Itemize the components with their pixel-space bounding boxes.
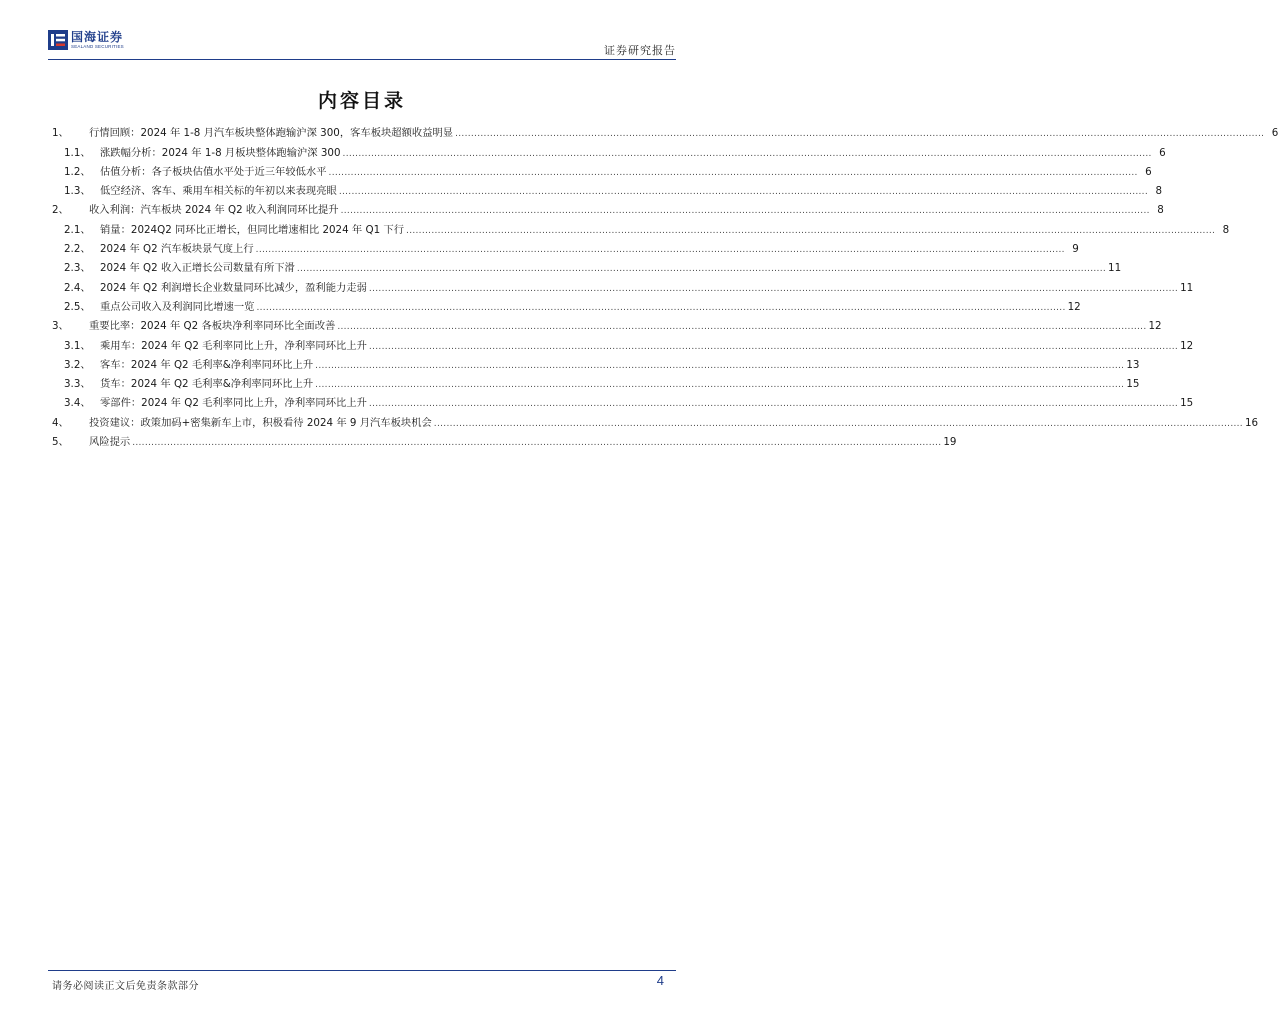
toc-entry-number: 3.3、 (64, 378, 91, 391)
toc-dot-leader (343, 147, 1152, 159)
toc-dot-leader (455, 127, 1264, 139)
toc-dot-leader (315, 378, 1124, 390)
toc-entry-page: 15 (1126, 378, 1140, 391)
toc-entry[interactable] (52, 159, 1152, 178)
toc-entry-title: 客车：2024 年 Q2 毛利率&净利率同环比上升 (100, 358, 314, 371)
toc-dot-leader (256, 301, 1065, 313)
toc-dot-leader (132, 436, 941, 448)
toc-entry-number: 3、 (52, 320, 69, 333)
toc-entry-title: 行情回顾：2024 年 1-8 月汽车板块整体跑输沪深 300，客车板块超额收益明显 (89, 127, 454, 140)
toc-entry[interactable] (52, 294, 1081, 313)
logo-chinese-name: 国海证券 (71, 29, 124, 44)
toc-entry-title: 2024 年 Q2 汽车板块景气度上行 (100, 243, 254, 256)
toc-entry-page: 11 (1180, 281, 1194, 294)
toc-entry-page: 12 (1067, 300, 1081, 313)
toc-dot-leader (339, 185, 1148, 197)
toc-entry-page: 12 (1148, 320, 1162, 333)
logo-english-name: SEALAND SECURITIES (71, 43, 124, 49)
toc-entry-title: 低空经济、客车、乘用车相关标的年初以来表现亮眼 (100, 185, 337, 198)
toc-entry-page: 11 (1108, 262, 1122, 275)
footer-divider (48, 970, 676, 971)
toc-entry-number: 2.5、 (64, 300, 91, 313)
toc-dot-leader (369, 340, 1178, 352)
toc-entry-page: 8 (1157, 204, 1164, 217)
toc-title: 内容目录 (317, 90, 406, 112)
toc-entry-number: 1.2、 (64, 165, 91, 178)
toc-entry-page: 15 (1180, 397, 1194, 410)
toc-entry-title: 估值分析：各子板块估值水平处于近三年较低水平 (100, 165, 327, 178)
toc-dot-leader (297, 262, 1106, 274)
toc-dot-leader (337, 320, 1146, 332)
toc-entry-page: 6 (1159, 146, 1166, 159)
toc-entry-title: 2024 年 Q2 利润增长企业数量同环比减少，盈利能力走弱 (100, 281, 367, 294)
header-divider (48, 59, 676, 60)
toc-entry-title: 乘用车：2024 年 Q2 毛利率同比上升，净利率同环比上升 (100, 339, 367, 352)
toc-entry[interactable] (52, 409, 1259, 429)
toc-entry-title: 重要比率：2024 年 Q2 各板块净利率同环比全面改善 (89, 320, 336, 333)
toc-dot-leader (256, 243, 1065, 255)
toc-entry-page: 13 (1126, 358, 1140, 371)
toc-dot-leader (434, 417, 1243, 429)
toc-entry-page: 6 (1271, 127, 1278, 140)
toc-entry[interactable] (52, 371, 1140, 391)
toc-entry[interactable] (52, 352, 1140, 371)
sealand-logo-icon (48, 30, 68, 50)
toc-entry-page: 8 (1155, 185, 1162, 198)
toc-entry-title: 零部件：2024 年 Q2 毛利率同比上升，净利率同环比上升 (100, 397, 367, 410)
toc-entry-number: 1.1、 (64, 146, 91, 159)
toc-entry[interactable] (52, 120, 1278, 140)
toc-entry[interactable] (52, 313, 1162, 333)
toc-entry-title: 2024 年 Q2 收入正增长公司数量有所下滑 (100, 262, 295, 275)
toc-dot-leader (369, 397, 1178, 409)
toc-entry-number: 3.4、 (64, 397, 91, 410)
toc-entry-number: 1.3、 (64, 185, 91, 198)
page-header (48, 28, 676, 60)
toc-entry[interactable] (52, 139, 1166, 159)
toc-entry[interactable] (52, 274, 1194, 294)
footer-disclaimer: 请务必阅读正文后免责条款部分 (52, 981, 199, 992)
toc-entry-page: 16 (1244, 416, 1259, 429)
toc-entry[interactable] (52, 429, 957, 449)
toc-entry[interactable] (52, 255, 1122, 275)
toc-dot-leader (329, 166, 1138, 178)
toc-entry-title: 收入利润：汽车板块 2024 年 Q2 收入利润同环比提升 (89, 204, 339, 217)
toc-entry-number: 2.4、 (64, 281, 91, 294)
toc-dot-leader (406, 224, 1215, 236)
toc-entry-number: 2.3、 (64, 262, 91, 275)
toc-entry-number: 3.2、 (64, 358, 91, 371)
toc-entry-page: 8 (1222, 223, 1230, 236)
toc-dot-leader (369, 282, 1178, 294)
toc-entry-title: 销量：2024Q2 同环比正增长，但同比增速相比 2024 年 Q1 下行 (100, 223, 405, 236)
page-number: 4 (656, 973, 664, 988)
toc-entry[interactable] (52, 216, 1230, 236)
toc-entry-number: 2.1、 (64, 223, 91, 236)
toc-entry[interactable] (52, 197, 1164, 217)
toc-entry-title: 货车：2024 年 Q2 毛利率&净利率同环比上升 (100, 378, 314, 391)
toc-entry-page: 6 (1145, 165, 1152, 178)
toc-entry[interactable] (52, 390, 1194, 410)
toc-entry-page: 9 (1072, 243, 1079, 256)
toc-entry-number: 3.1、 (64, 339, 91, 352)
toc-entry-title: 风险提示 (89, 436, 131, 449)
toc-entry[interactable] (52, 332, 1194, 352)
toc-entry-title: 重点公司收入及利润同比增速一览 (100, 300, 255, 313)
toc-dot-leader (315, 359, 1124, 371)
toc-entry-number: 1、 (52, 127, 69, 140)
toc-entry-title: 投资建议：政策加码+密集新车上市，积极看待 2024 年 9 月汽车板块机会 (89, 416, 432, 429)
report-type-label: 证券研究报告 (604, 44, 676, 57)
toc-entry[interactable] (52, 236, 1079, 256)
table-of-contents (52, 120, 1278, 449)
toc-dot-leader (341, 204, 1150, 216)
company-logo (48, 30, 124, 50)
toc-entry-number: 4、 (52, 416, 69, 429)
toc-entry-number: 5、 (52, 436, 69, 449)
toc-entry-page: 12 (1180, 339, 1194, 352)
toc-entry-number: 2、 (52, 204, 69, 217)
toc-entry-number: 2.2、 (64, 243, 91, 256)
toc-entry[interactable] (52, 178, 1162, 198)
toc-entry-title: 涨跌幅分析：2024 年 1-8 月板块整体跑输沪深 300 (100, 146, 341, 159)
toc-entry-page: 19 (943, 436, 957, 449)
